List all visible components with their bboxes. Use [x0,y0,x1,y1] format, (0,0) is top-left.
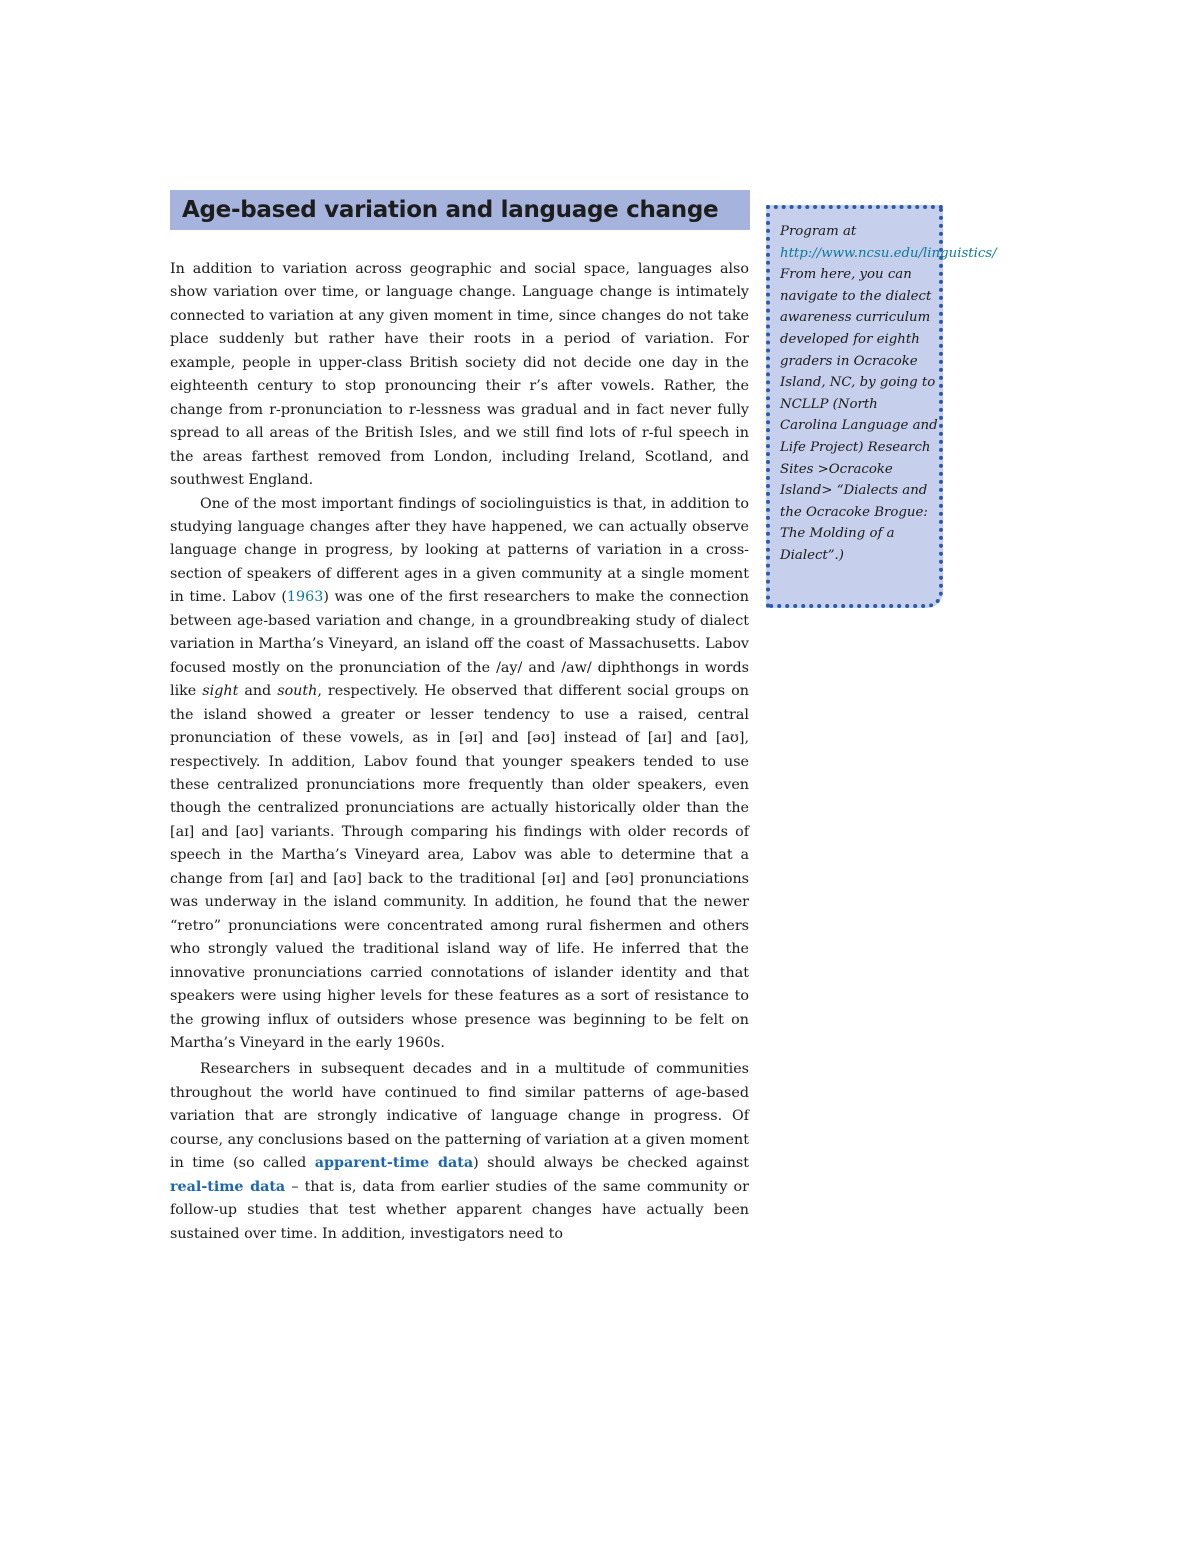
section-heading: Age-based variation and language change [182,197,719,223]
sidebar-lead: Program at [780,224,857,239]
paragraph-1: In addition to variation across geographic and social space, languages also show variation over time, or language change. Language change is intimately connected to variation at any given moment in time, since changes do not take place suddenly but rather have their roots in a period of variation. For example, people in upper-class British society did not decide one day in the eighteenth century to stop pronouncing their r’s after vowels. Rather, the change from r-pronunciation to r-lessness was gradual and in fact never fully spread to all areas of the British Isles, and we still find lots of r-ful speech in the areas farthest removed from London, including Ireland, Scotland, and southwest England. [170,261,749,489]
paragraph-3-part-c: – that is, data from earlier studies of the same community or follow-up studies that test whether apparent changes have actually been sustained over time. In addition, investigators need to [170,1178,749,1242]
sidebar-note-box [766,205,997,608]
paragraph-3 [170,1058,749,1246]
key-term-apparent-time[interactable]: apparent-time data [314,1155,474,1172]
main-body-text [170,258,749,1246]
paragraph-3-part-a: Researchers in subsequent decades and in a multitude of communities throughout the world have continued to find similar patterns of age-based variation that are strongly indicative of language change in progress. Of course, any conclusions based on the patterning of variation at a given moment in time (so called [170,1061,749,1172]
sidebar-url-link[interactable]: http://www.ncsu.edu/linguistics/ [780,245,997,261]
paragraph-2-part-b: ) was one of the first researchers to make the connection between age-based variation and change, in a groundbreaking study of dialect variation in Martha’s Vineyard, an island off the coast of Massachusetts. Labov focused mostly on the pronunciation of the /ay/ and /aw/ diphthongs in words like [170,589,749,700]
section-heading-bar [170,190,750,230]
paragraph-2-part-c: and [238,683,278,700]
citation-link-1963[interactable]: 1963 [286,589,324,606]
paragraph-2-part-a: One of the most important findings of sociolinguistics is that, in addition to studying language changes after they have happened, we can actually observe language change in progress, by looking at patterns of variation in a cross-section of speakers of different ages in a given community at a single moment in time. Labov ( [170,495,749,606]
example-word-sight: sight [202,683,239,700]
paragraph-2-part-d: , respectively. He observed that different social groups on the island showed a greater or lesser tendency to use a raised, central pronunciation of these vowels, as in [əɪ] and [əʊ] instead of [aɪ] and [aʊ], respectively. In addition, Labov found that younger speakers tended to use these centralized pronunciations more frequently than older speakers, even though the centralized pronunciations are actually historically older than the [aɪ] and [aʊ] variants. Through comparing his findings with older records of speech in the Martha’s Vineyard area, Labov was able to determine that a change from [aɪ] and [aʊ] back to the traditional [əɪ] and [əʊ] pronunciations was underway in the island community. In addition, he found that the newer “retro” pronunciations were concentrated among rural fishermen and others who strongly valued the traditional island way of life. He inferred that the innovative pronunciations carried connotations of islander identity and that speakers were using higher levels for these features as a sort of resistance to the growing influx of outsiders whose presence was beginning to be felt on Martha’s Vineyard in the early 1960s. [170,683,749,1051]
paragraph-3-part-b: ) should always be checked against [473,1155,750,1172]
paragraph-2 [170,493,749,1056]
example-word-south: south [277,683,318,700]
key-term-real-time[interactable]: real-time data [170,1178,286,1195]
sidebar-text: From here, you can navigate to the dialect awareness curriculum developed for eighth graders in Ocracoke Island, NC, by going to NCLLP (North Carolina Language and Life Project) Research Sites >Ocracoke Island> “Dialects and the Ocracoke Brogue: The Molding of a Dialect”.) [780,267,938,563]
